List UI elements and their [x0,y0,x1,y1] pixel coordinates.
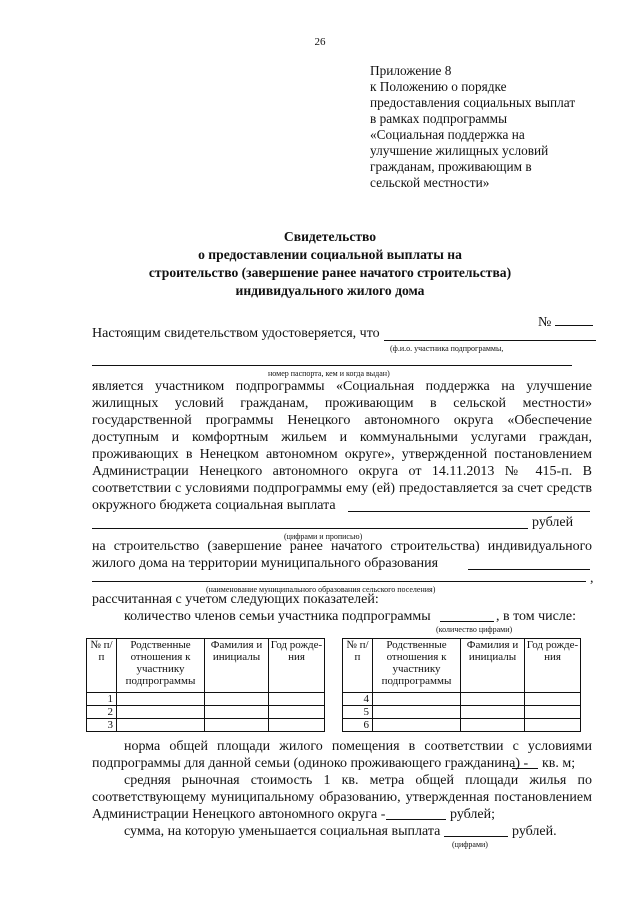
document-title [60,228,600,300]
relation-cell[interactable] [373,719,461,732]
table-row [343,706,581,719]
table-row [87,706,325,719]
title-line: индивидуального жилого дома [235,283,425,298]
year-cell[interactable] [525,719,581,732]
col-name: Фамилия и инициалы [205,639,269,693]
year-cell[interactable] [269,693,325,706]
certificate-number [538,312,593,331]
norm-area-field[interactable] [512,768,538,769]
hint-count: (количество цифрами) [436,625,513,634]
row-number: 4 [343,693,373,706]
body-line: жилищных условий гражданам, проживающим в сельской местности» [92,396,592,411]
price-line: Администрации Ненецкого автономного округа - [92,807,386,822]
col-num: № п/п [343,639,373,693]
certify-text: Настоящим свидетельством удостоверяется, что [92,326,380,341]
reduce-text: сумма, на которую уменьшается социальная выплата [124,824,441,839]
body-line: доступным и комфортным жильем и коммунальными услугами граждан, [92,430,592,445]
construction-line: на строительство (завершение ранее начатого строительства) индивидуального [92,539,592,554]
name-cell[interactable] [461,693,525,706]
norm-line: норма общей площади жилого помещения в соответствии с условиями [124,739,592,754]
body-line: проживающих в Ненецком автономном округе», утвержденной постановлением [92,447,592,462]
row-number: 1 [87,693,117,706]
members-text: количество членов семьи участника подпрограммы [124,609,431,624]
number-label: № [538,315,552,330]
including-text: , в том числе: [496,609,576,624]
name-cell[interactable] [461,706,525,719]
table-row [343,693,581,706]
name-cell[interactable] [205,706,269,719]
rubles-label: рублей [532,515,574,530]
col-relation: Родственные отношения к участнику подпрограммы [373,639,461,693]
col-relation: Родственные отношения к участнику подпрограммы [117,639,205,693]
norm-line: подпрограммы для данной семьи (одиноко проживающего гражданина) - [92,756,529,771]
appendix-line: предоставления социальных выплат [370,95,576,110]
price-line: средняя рыночная стоимость 1 кв. метра общей площади жилья по [124,773,592,788]
appendix-line: «Социальная поддержка на [370,127,525,142]
norm-unit: кв. м; [542,756,576,771]
price-field[interactable] [386,819,446,820]
row-number: 2 [87,706,117,719]
col-year: Год рожде-ния [269,639,325,693]
relation-cell[interactable] [373,693,461,706]
row-number: 5 [343,706,373,719]
price-line: соответствующему муниципальному образованию, утвержденная постановлением [92,790,592,805]
body-paragraph [92,378,592,497]
construction-line: жилого дома на территории муниципального образования [92,556,439,571]
relation-cell[interactable] [117,693,205,706]
table-header-row [343,639,581,693]
col-year: Год рожде-ния [525,639,581,693]
appendix-line: улучшение жилищных условий [370,143,549,158]
family-table-right [342,638,581,732]
hint-digits-words: (цифрами и прописью) [284,532,363,541]
appendix-line: к Положению о порядке [370,79,507,94]
body-line: государственной программы Ненецкого автономного округа «Обеспечение [92,413,592,428]
name-cell[interactable] [205,719,269,732]
municipality-field-2[interactable] [92,581,586,582]
payment-words-field[interactable] [92,528,528,529]
number-field[interactable] [555,312,593,326]
year-cell[interactable] [525,706,581,719]
body-line: соответствии с условиями подпрограммы ему (ей) предоставляется за счет средств [92,481,592,496]
year-cell[interactable] [269,706,325,719]
name-cell[interactable] [461,719,525,732]
table-header-row [87,639,325,693]
table-row [343,719,581,732]
appendix-line: сельской местности» [370,175,490,190]
table-row [87,719,325,732]
year-cell[interactable] [525,693,581,706]
hint-fio: (ф.и.о. участника подпрограммы, [390,344,504,353]
row-number: 6 [343,719,373,732]
col-num: № п/п [87,639,117,693]
appendix-line: гражданам, проживающим в [370,159,532,174]
title-line: о предоставлении социальной выплаты на [198,247,462,262]
col-name: Фамилия и инициалы [461,639,525,693]
comma: , [590,571,594,586]
family-table-left [86,638,325,732]
municipality-field[interactable] [468,569,590,570]
reduce-unit: рублей. [512,824,557,839]
appendix-title: Приложение 8 [370,63,452,78]
relation-cell[interactable] [117,719,205,732]
title-line: Свидетельство [283,229,377,244]
page-number: 26 [314,36,326,48]
body-line: Администрации Ненецкого автономного округа от 14.11.2013 № 415-п. В [92,464,592,479]
table-row [87,693,325,706]
hint-digits: (цифрами) [452,840,488,849]
body-line: является участником подпрограммы «Социальная поддержка на улучшение [92,379,592,394]
budget-text: окружного бюджета социальная выплата [92,498,336,513]
hint-passport: номер паспорта, кем и когда выдан) [268,369,390,378]
name-cell[interactable] [205,693,269,706]
relation-cell[interactable] [117,706,205,719]
reduce-field[interactable] [444,836,508,837]
calc-text: рассчитанная с учетом следующих показателей: [92,592,379,607]
payment-field[interactable] [348,511,590,512]
members-count-field[interactable] [440,621,494,622]
year-cell[interactable] [269,719,325,732]
row-number: 3 [87,719,117,732]
appendix-line: в рамках подпрограммы [370,111,508,126]
passport-field[interactable] [92,365,572,366]
title-line: строительство (завершение ранее начатого строительства) [148,265,512,280]
relation-cell[interactable] [373,706,461,719]
price-unit: рублей; [450,807,495,822]
appendix-block [370,63,610,191]
hint-municipality: (наименование муниципального образования сельского поселения) [206,585,436,594]
fio-field[interactable] [384,340,596,341]
